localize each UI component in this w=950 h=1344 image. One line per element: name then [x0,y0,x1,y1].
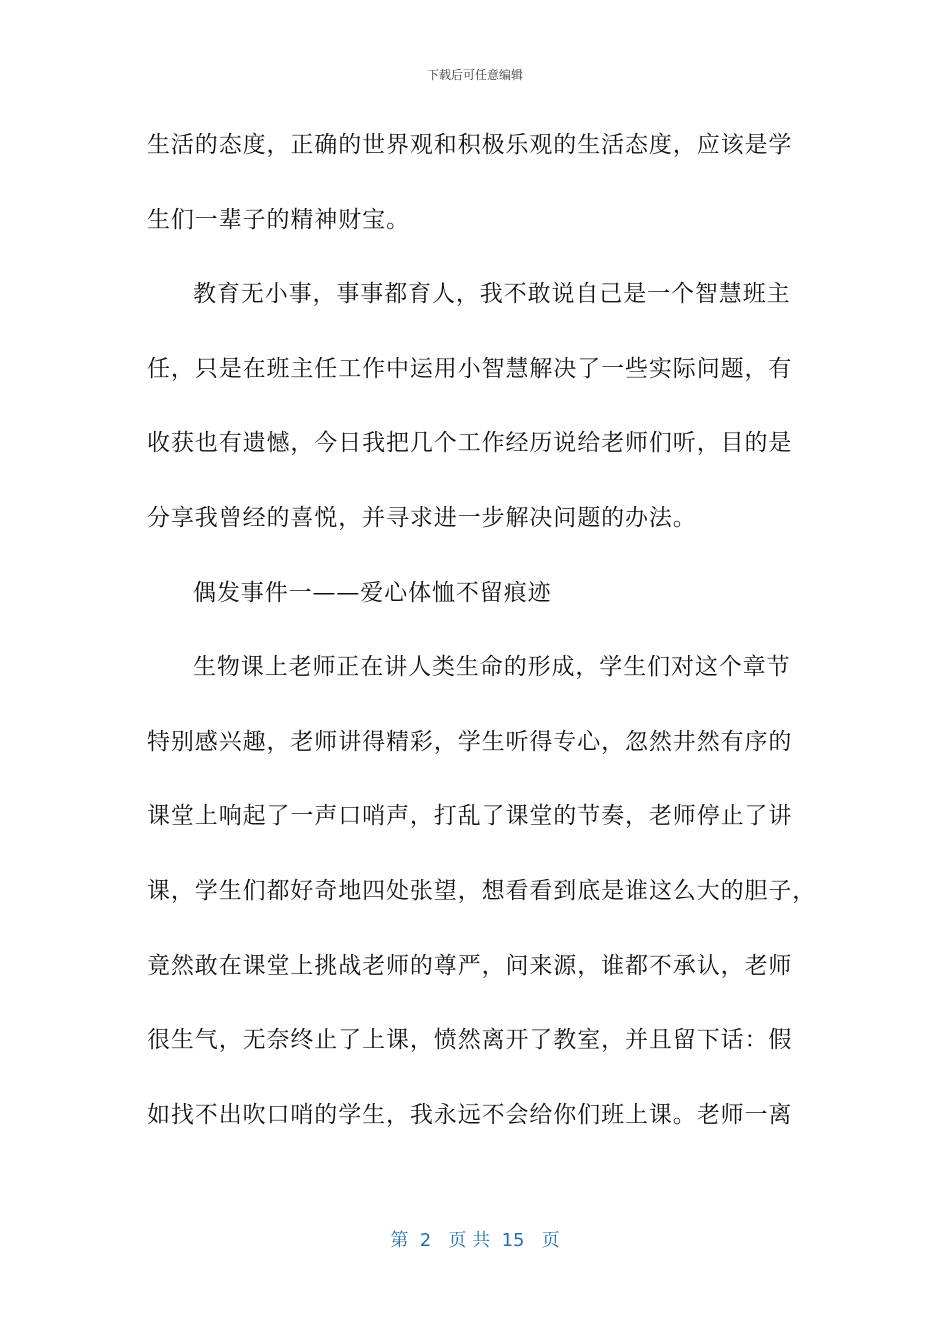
text-line: 生们一辈子的精神财宝。 [147,206,410,233]
text-line: 特别感兴趣，老师讲得精彩，学生听得专心，忽然井然有序的 [147,728,793,755]
document-body [147,108,817,1152]
text-line: 课堂上响起了一声口哨声，打乱了课堂的节奏，老师停止了讲 [147,803,793,830]
text-line: 收获也有遗憾，今日我把几个工作经历说给老师们听，目的是 [147,430,793,457]
text-line: 生活的态度，正确的世界观和积极乐观的生活态度，应该是学 [147,132,793,158]
page-number-footer: 第 2 页 共 15 页 [390,1230,560,1251]
text-line: 课，学生们都好奇地四处张望，想看看到底是谁这么大的胆子， [147,877,817,904]
paragraph-start-line: 生物课上老师正在讲人类生命的形成，学生们对这个章节 [193,654,791,681]
text-line: 分享我曾经的喜悦，并寻求进一步解决问题的办法。 [147,504,697,531]
section-heading: 偶发事件一——爱心体恤不留痕迹 [193,579,552,606]
page-header-note: 下载后可任意编辑 [426,68,523,82]
text-line: 任，只是在班主任工作中运用小智慧解决了一些实际问题，有 [147,355,793,382]
paragraph-start-line: 教育无小事，事事都育人，我不敢说自己是一个智慧班主 [193,281,791,308]
text-line: 很生气，无奈终止了上课，愤然离开了教室，并且留下话：假 [147,1027,793,1054]
text-line: 竟然敢在课堂上挑战老师的尊严，问来源，谁都不承认，老师 [147,952,793,979]
text-line: 如找不出吹口哨的学生，我永远不会给你们班上课。老师一离 [147,1101,793,1128]
